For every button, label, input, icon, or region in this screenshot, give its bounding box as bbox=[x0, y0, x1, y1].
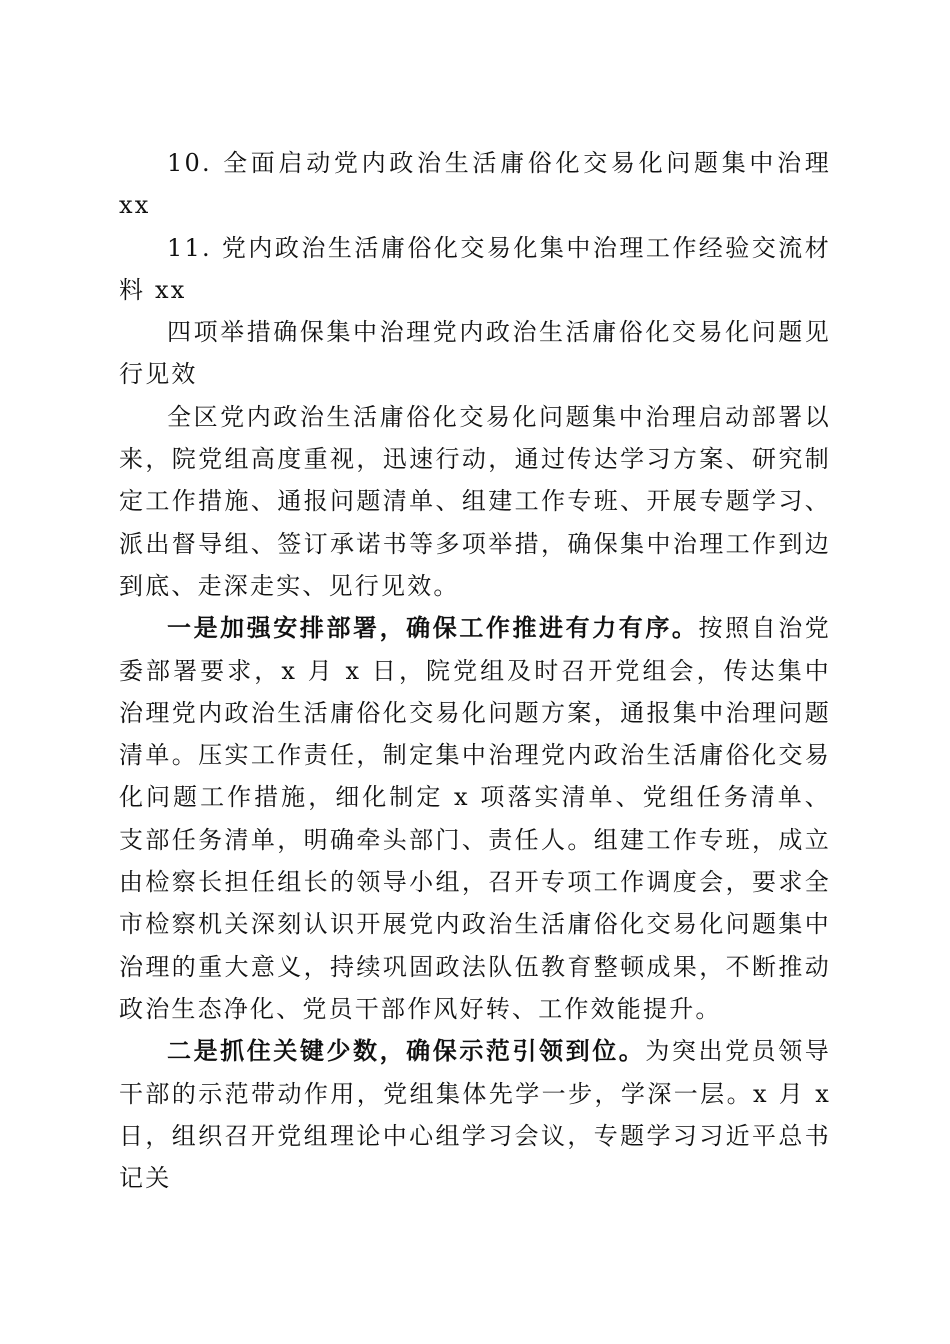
list-item-11: 11. 党内政治生活庸俗化交易化集中治理工作经验交流材料 xx bbox=[119, 233, 831, 304]
section-2-paragraph bbox=[119, 1030, 831, 1199]
section-1-paragraph bbox=[119, 607, 831, 1030]
article-title: 四项举措确保集中治理党内政治生活庸俗化交易化问题见行见效 bbox=[119, 318, 831, 389]
list-item-10: 10. 全面启动党内政治生活庸俗化交易化问题集中治理 xx bbox=[119, 149, 831, 220]
document-body bbox=[119, 142, 831, 1199]
intro-paragraph: 全区党内政治生活庸俗化交易化问题集中治理启动部署以来，院党组高度重视，迅速行动，通过传达学习方案、研究制定工作措施、通报问题清单、组建工作专班、开展专题学习、派出督导组、签订承诺书等多项举措，确保集中治理工作到边到底、走深走实、见行见效。 bbox=[119, 402, 831, 600]
section-2-body: 为突出党员领导干部的示范带动作用，党组集体先学一步，学深一层。x 月 x 日，组织召开党组理论中心组学习会议，专题学习习近平总书记关 bbox=[119, 1037, 831, 1193]
section-1-body: 按照自治党委部署要求，x 月 x 日，院党组及时召开党组会，传达集中治理党内政治生活庸俗化交易化问题方案，通报集中治理问题清单。压实工作责任，制定集中治理党内政治生活庸俗化交易化问题工作措施，细化制定 x 项落实清单、党组任务清单、支部任务清单，明确牵头部门、责任人。组建工作专班，成立由检察长担任组长的领导小组，召开专项工作调度会，要求全市检察机关深刻认识开展党内政治生活庸俗化交易化问题集中治理的重大意义，持续巩固政法队伍教育整顿成果，不断推动政治生态净化、党员干部作风好转、工作效能提升。 bbox=[119, 614, 831, 1023]
section-1-lead: 一是加强安排部署，确保工作推进有力有序。 bbox=[167, 613, 699, 643]
section-2-lead: 二是抓住关键少数，确保示范引领到位。 bbox=[167, 1036, 646, 1066]
